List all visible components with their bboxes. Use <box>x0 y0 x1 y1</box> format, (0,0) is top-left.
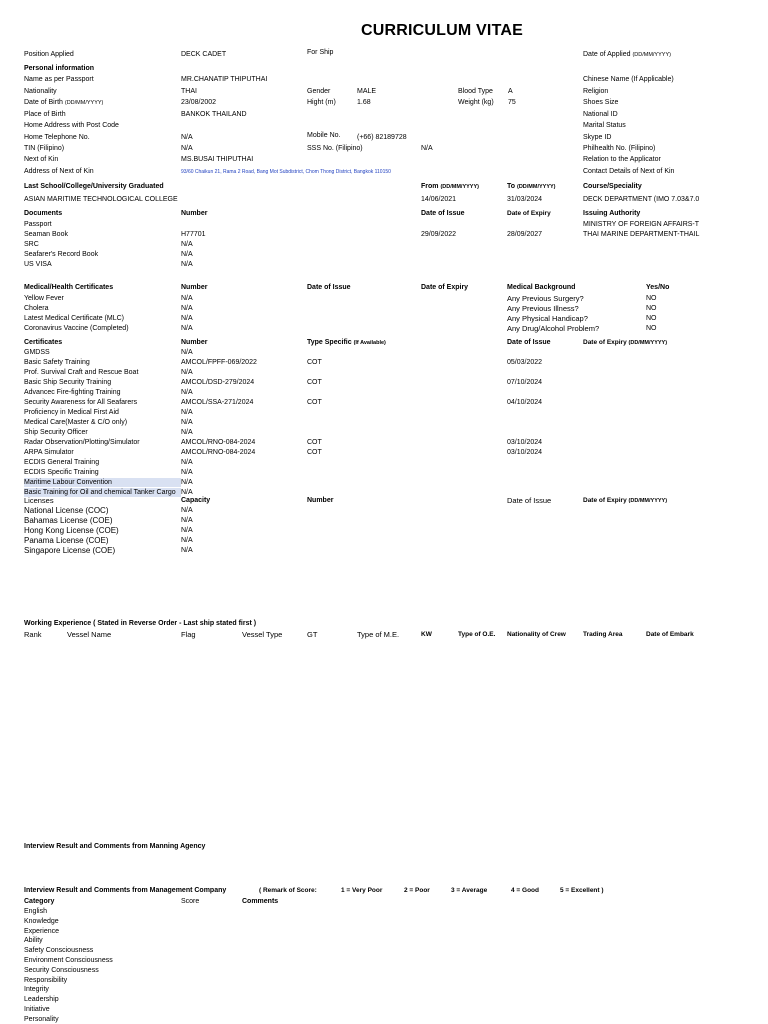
certificate-name: Proficiency in Medical First Aid <box>24 409 119 416</box>
sss-label: SSS No. (Filipino) <box>307 145 363 152</box>
document-authority: THAI MARINE DEPARTMENT-THAIL <box>583 231 700 238</box>
certificate-name: Basic Ship Security Training <box>24 379 112 386</box>
tin-label: TIN (Filipino) <box>24 145 65 152</box>
medical-background-answer: NO <box>646 325 657 332</box>
category-item: Knowledge <box>24 917 59 925</box>
certificate-type: COT <box>307 439 322 446</box>
weight-value: 75 <box>508 99 516 106</box>
license-name: Panama License (COE) <box>24 536 109 545</box>
medical-certificate-number: N/A <box>181 295 193 302</box>
home-telephone-label: Home Telephone No. <box>24 134 90 141</box>
document-number: N/A <box>181 241 193 248</box>
certificate-name: Prof. Survival Craft and Rescue Boat <box>24 369 139 376</box>
medical-certificate-number: N/A <box>181 315 193 322</box>
licenses-expiry-header: Date of Expiry (DD/MM/YYYY) <box>583 497 668 504</box>
license-capacity: N/A <box>181 507 193 514</box>
certificate-number: N/A <box>181 459 193 466</box>
document-name: US VISA <box>24 261 52 268</box>
position-applied-label: Position Applied <box>24 51 74 58</box>
personal-info-heading: Personal information <box>24 65 95 72</box>
certificate-type: COT <box>307 449 322 456</box>
document-title: CURRICULUM VITAE <box>360 22 523 39</box>
certificate-number: N/A <box>181 419 193 426</box>
kin-address-label: Address of Next of Kin <box>24 168 94 175</box>
document-name: Seaman Book <box>24 231 68 238</box>
medical-background-question: Any Previous Surgery? <box>507 294 584 303</box>
category-item: English <box>24 908 47 915</box>
score-scale-item: 3 = Average <box>451 887 488 894</box>
kin-address-value: 93/60 Chaikun 21, Rama 2 Road, Bang Mot Subdistrict, Chom Thong District, Bangkok 110150 <box>181 169 391 175</box>
certificates-header: Certificates <box>24 339 63 346</box>
medical-certificate-name: Cholera <box>24 305 49 312</box>
medical-background-question: Any Drug/Alcohol Problem? <box>507 324 600 333</box>
certificate-number: AMCOL/RNO-084-2024 <box>181 449 256 456</box>
category-header: Category <box>24 898 55 905</box>
blood-type-label: Blood Type <box>458 88 493 95</box>
certificate-number: N/A <box>181 409 193 416</box>
chinese-name-label: Chinese Name (If Applicable) <box>583 76 674 83</box>
medical-background-question: Any Physical Handicap? <box>507 314 588 323</box>
certificate-number: N/A <box>181 479 193 486</box>
work-column-header: Flag <box>181 630 196 639</box>
tin-value: N/A <box>181 145 193 152</box>
education-to-label: To (DD/MM/YYYY) <box>507 183 556 190</box>
for-ship-label: For Ship <box>307 49 334 56</box>
work-column-header: Nationality of Crew <box>507 631 566 638</box>
work-column-header: Type of M.E. <box>357 630 400 639</box>
date-applied-label: Date of Applied (DD/MM/YYYY) <box>583 51 671 58</box>
home-telephone-value: N/A <box>181 134 193 141</box>
license-name: Bahamas License (COE) <box>24 516 113 525</box>
certificate-number: N/A <box>181 389 193 396</box>
certificate-number: N/A <box>181 469 193 476</box>
license-name: Singapore License (COE) <box>24 546 116 555</box>
license-capacity: N/A <box>181 527 193 534</box>
medical-background-question: Any Previous Illness? <box>507 304 579 313</box>
school-value: ASIAN MARITIME TECHNOLOGICAL COLLEGE <box>24 196 178 203</box>
document-name: Passport <box>24 221 52 228</box>
certificate-issue-date: 04/10/2024 <box>507 399 543 406</box>
license-capacity: N/A <box>181 537 193 544</box>
course-label: Course/Speciality <box>583 183 642 190</box>
position-applied-value: DECK CADET <box>181 51 227 58</box>
philhealth-label: Philhealth No. (Filipino) <box>583 145 656 152</box>
medical-background-answer: NO <box>646 295 657 302</box>
score-scale-item: 1 = Very Poor <box>341 887 383 894</box>
work-column-header: Trading Area <box>583 631 623 638</box>
name-value: MR.CHANATIP THIPUTHAI <box>181 76 268 83</box>
category-item: Responsibility <box>24 976 68 984</box>
height-label: Hight (m) <box>307 99 336 106</box>
course-value: DECK DEPARTMENT (IMO 7.03&7.0 <box>583 196 700 203</box>
license-capacity: N/A <box>181 547 193 554</box>
home-address-label: Home Address with Post Code <box>24 122 119 129</box>
medical-certificate-name: Yellow Fever <box>24 295 64 302</box>
religion-label: Religion <box>583 88 609 95</box>
certificate-name: Radar Observation/Plotting/Simulator <box>24 439 140 446</box>
category-item: Safety Consciousness <box>24 947 94 955</box>
certificate-issue-date: 05/03/2022 <box>507 359 543 366</box>
medical-issue-header: Date of Issue <box>307 284 351 291</box>
next-of-kin-value: MS.BUSAI THIPUTHAI <box>181 156 254 163</box>
medical-certificate-number: N/A <box>181 305 193 312</box>
category-item: Experience <box>24 927 60 935</box>
licenses-number-header: Number <box>307 497 334 504</box>
certificate-name: Medical Care(Master & C/O only) <box>24 419 128 426</box>
document-name: SRC <box>24 241 39 248</box>
certificate-name: Advancec Fire-fighting Training <box>24 389 121 396</box>
certificate-name: ECDIS Specific Training <box>24 469 99 476</box>
certificate-number: AMCOL/RNO-084-2024 <box>181 439 256 446</box>
certificate-type: COT <box>307 399 322 406</box>
score-scale-item: 4 = Good <box>511 887 539 894</box>
skype-id-label: Skype ID <box>583 134 612 141</box>
documents-expiry-header: Date of Expiry <box>507 210 551 217</box>
license-capacity: N/A <box>181 517 193 524</box>
nationality-label: Nationality <box>24 88 57 95</box>
medical-background-header: Medical Background <box>507 284 576 291</box>
interview-mgmt-heading: Interview Result and Comments from Management Company <box>24 887 227 894</box>
certificate-name: Ship Security Officer <box>24 429 88 436</box>
dob-value: 23/08/2002 <box>181 99 217 106</box>
next-of-kin-label: Next of Kin <box>24 156 59 163</box>
category-item: Initiative <box>24 1006 50 1013</box>
certificate-number: AMCOL/SSA-271/2024 <box>181 399 254 406</box>
score-scale-item: 5 = Excellent ) <box>560 887 604 894</box>
place-of-birth-value: BANKOK THAILAND <box>181 111 247 118</box>
category-item: Leadership <box>24 996 59 1004</box>
document-name: Seafarer's Record Book <box>24 251 99 258</box>
certificate-name: Basic Training for Oil and chemical Tanker Cargo <box>24 488 181 497</box>
certificate-number: AMCOL/FPFF-069/2022 <box>181 359 257 366</box>
kin-contact-label: Contact Details of Next of Kin <box>583 168 675 175</box>
work-column-header: Date of Embark <box>646 631 694 638</box>
certificate-name: GMDSS <box>24 349 50 356</box>
medical-background-answer: NO <box>646 305 657 312</box>
documents-issue-header: Date of Issue <box>421 210 465 217</box>
certificate-number: AMCOL/DSD-279/2024 <box>181 379 255 386</box>
documents-header: Documents <box>24 210 63 217</box>
comments-header: Comments <box>242 898 279 905</box>
education-from-label: From (DD/MM/YYYY) <box>421 183 479 190</box>
score-header: Score <box>181 898 200 905</box>
certificate-name: ECDIS General Training <box>24 459 100 466</box>
document-number: H77701 <box>181 231 206 238</box>
capacity-header: Capacity <box>181 497 211 504</box>
weight-label: Weight (kg) <box>458 99 494 106</box>
certificate-type: COT <box>307 379 322 386</box>
license-name: Hong Kong License (COE) <box>24 526 119 535</box>
licenses-header: Licenses <box>24 496 54 505</box>
license-name: National License (COC) <box>24 506 109 515</box>
shoes-size-label: Shoes Size <box>583 99 619 106</box>
work-column-header: Vessel Type <box>242 630 283 639</box>
dob-label: Date of Birth (DD/MM/YYYY) <box>24 99 104 106</box>
national-id-label: National ID <box>583 111 618 118</box>
name-label: Name as per Passport <box>24 76 94 83</box>
certificates-number-header: Number <box>181 339 208 346</box>
category-item: Security Consciousness <box>24 966 99 974</box>
work-column-header: Vessel Name <box>67 630 112 639</box>
certificate-type: COT <box>307 359 322 366</box>
score-scale-item: 2 = Poor <box>404 887 430 894</box>
documents-number-header: Number <box>181 210 208 217</box>
category-item: Integrity <box>24 986 49 994</box>
type-specific-header: Type Specific (If Available) <box>307 339 386 346</box>
document-authority: MINISTRY OF FOREIGN AFFAIRS-T <box>583 221 700 228</box>
document-number: N/A <box>181 251 193 258</box>
work-column-header: Rank <box>24 630 42 639</box>
relation-label: Relation to the Applicator <box>583 156 661 163</box>
yes-no-header: Yes/No <box>646 284 670 291</box>
blood-type-value: A <box>508 88 513 95</box>
medical-number-header: Number <box>181 284 208 291</box>
certificate-number: N/A <box>181 369 193 376</box>
marital-status-label: Marital Status <box>583 122 626 129</box>
sss-value: N/A <box>421 145 433 152</box>
category-item: Ability <box>24 937 43 945</box>
certificate-name: Maritime Labour Convention <box>24 478 181 487</box>
education-to-value: 31/03/2024 <box>507 196 543 203</box>
interview-agency-heading: Interview Result and Comments from Manning Agency <box>24 843 206 850</box>
document-number: N/A <box>181 261 193 268</box>
category-item: Environment Consciousness <box>24 957 113 964</box>
certificate-number: N/A <box>181 429 193 436</box>
work-column-header: KW <box>421 631 432 638</box>
certificate-name: Basic Safety Training <box>24 359 90 366</box>
licenses-issue-header: Date of Issue <box>507 496 552 505</box>
mobile-label: Mobile No. <box>307 132 341 139</box>
height-value: 1.68 <box>357 99 371 106</box>
certificate-number: N/A <box>181 349 193 356</box>
education-heading: Last School/College/University Graduated <box>24 183 164 190</box>
medical-certificate-number: N/A <box>181 325 193 332</box>
score-remark: ( Remark of Score: <box>259 887 317 894</box>
place-of-birth-label: Place of Birth <box>24 111 66 118</box>
work-experience-heading: Working Experience ( Stated in Reverse Order - Last ship stated first ) <box>24 620 257 627</box>
gender-label: Gender <box>307 88 331 95</box>
medical-header: Medical/Health Certificates <box>24 284 114 291</box>
gender-value: MALE <box>357 88 377 95</box>
category-item: Personality <box>24 1015 59 1023</box>
work-column-header: Type of O.E. <box>458 631 496 638</box>
medical-certificate-name: Latest Medical Certificate (MLC) <box>24 315 124 322</box>
certificates-expiry-header: Date of Expiry (DD/MM/YYYY) <box>583 339 668 346</box>
issuing-authority-header: Issuing Authority <box>583 210 641 217</box>
work-column-header: GT <box>307 630 318 639</box>
mobile-value: (+66) 82189728 <box>357 134 407 141</box>
certificate-issue-date: 07/10/2024 <box>507 379 543 386</box>
medical-expiry-header: Date of Expiry <box>421 284 469 291</box>
certificates-issue-header: Date of Issue <box>507 339 551 346</box>
certificate-issue-date: 03/10/2024 <box>507 439 543 446</box>
education-from-value: 14/06/2021 <box>421 196 457 203</box>
document-issue-date: 29/09/2022 <box>421 231 457 238</box>
medical-background-answer: NO <box>646 315 657 322</box>
certificate-name: ARPA Simulator <box>24 449 74 456</box>
certificate-issue-date: 03/10/2024 <box>507 449 543 456</box>
certificate-name: Security Awareness for All Seafarers <box>24 399 138 406</box>
medical-certificate-name: Coronavirus Vaccine (Completed) <box>24 325 129 332</box>
document-expiry-date: 28/09/2027 <box>507 231 543 238</box>
certificate-number: N/A <box>181 489 193 496</box>
nationality-value: THAI <box>181 88 197 95</box>
